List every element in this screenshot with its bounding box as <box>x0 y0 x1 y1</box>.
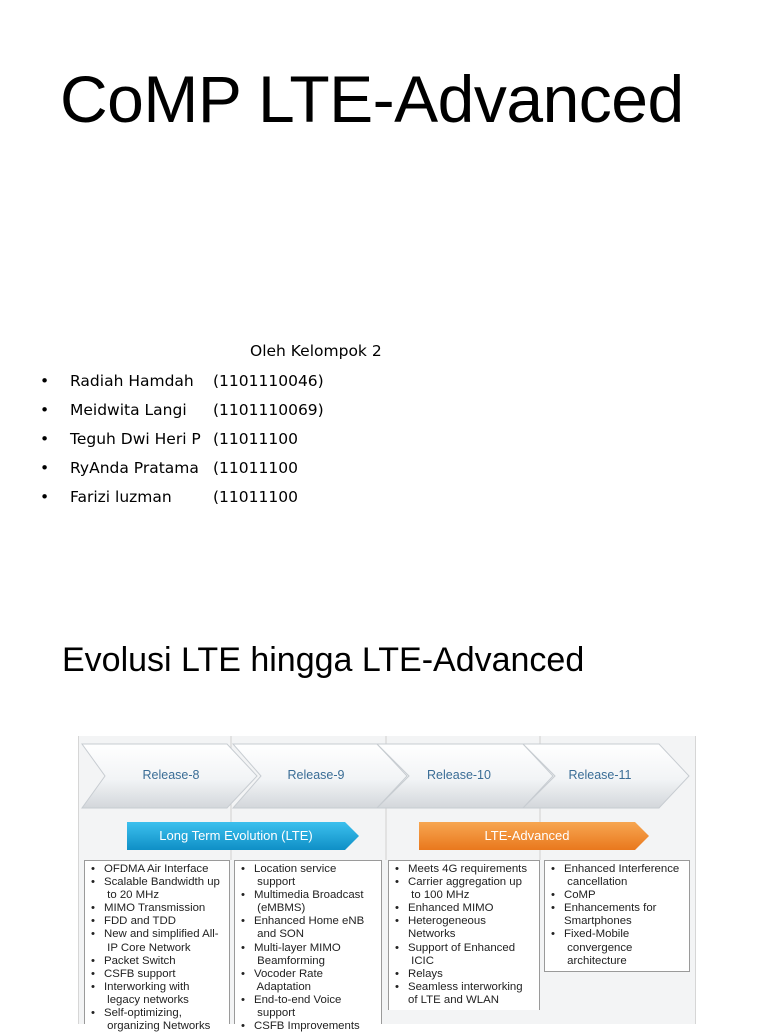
feature-item: • Heterogeneous Networks <box>393 915 535 941</box>
feature-item: • Self-optimizing, organizing Networks <box>89 1007 225 1033</box>
feature-item: • Relays <box>393 968 535 981</box>
lte-evolution-figure <box>78 736 696 1033</box>
release-label: Release-11 <box>568 768 632 782</box>
feature-item: • CoMP <box>549 889 685 902</box>
member-name: Meidwita Langi <box>70 401 187 419</box>
feature-item: • Location service support <box>239 863 377 889</box>
feature-item: • Carrier aggregation up to 100 MHz <box>393 876 535 902</box>
slide-title: CoMP LTE-Advanced <box>60 62 684 136</box>
release-label: Release-10 <box>427 768 491 782</box>
feature-item: • Meets 4G requirements <box>393 863 535 876</box>
lte-band-label: Long Term Evolution (LTE) <box>159 828 313 843</box>
member-name: Farizi luzman <box>70 488 172 506</box>
feature-item: • Enhanced Home eNB and SON <box>239 915 377 941</box>
member-id: (1101110046) <box>213 372 324 390</box>
feature-item: • CSFB Improvements <box>239 1020 377 1033</box>
member-id: (1101110069) <box>213 401 324 419</box>
bullet-icon: • <box>40 430 50 448</box>
feature-item: • End-to-end Voice support <box>239 994 377 1020</box>
feature-item: • Scalable Bandwidth up to 20 MHz <box>89 876 225 902</box>
feature-item: • Interworking with legacy networks <box>89 981 225 1007</box>
feature-item: • Multimedia Broadcast (eMBMS) <box>239 889 377 915</box>
feature-item: • Fixed-Mobile convergence architecture <box>549 928 685 967</box>
release-9-features <box>234 860 382 1033</box>
feature-item: • Enhanced Interference cancellation <box>549 863 685 889</box>
bullet-icon: • <box>40 488 50 506</box>
feature-item: • Packet Switch <box>89 955 225 968</box>
release-label: Release-8 <box>142 768 200 782</box>
release-11-features <box>544 860 690 972</box>
feature-item: • Support of Enhanced ICIC <box>393 942 535 968</box>
feature-item: • Enhanced MIMO <box>393 902 535 915</box>
lte-advanced-band-label: LTE-Advanced <box>484 828 570 843</box>
section-heading: Evolusi LTE hingga LTE-Advanced <box>62 641 585 679</box>
release-8-features <box>84 860 230 1033</box>
bullet-icon: • <box>40 459 50 477</box>
member-name: Radiah Hamdah <box>70 372 194 390</box>
feature-item: • Multi-layer MIMO Beamforming <box>239 942 377 968</box>
feature-item: • FDD and TDD <box>89 915 225 928</box>
member-name: RyAnda Pratama <box>70 459 199 477</box>
feature-item: • New and simplified All- IP Core Network <box>89 928 225 954</box>
member-name: Teguh Dwi Heri P <box>70 430 201 448</box>
release-label: Release-9 <box>287 768 345 782</box>
feature-item: • Seamless interworking of LTE and WLAN <box>393 981 535 1007</box>
member-id: (11011100 <box>213 459 298 477</box>
feature-item: • Enhancements for Smartphones <box>549 902 685 928</box>
feature-item: • OFDMA Air Interface <box>89 863 225 876</box>
bullet-icon: • <box>40 401 50 419</box>
feature-item: • MIMO Transmission <box>89 902 225 915</box>
member-id: (11011100 <box>213 488 298 506</box>
member-id: (11011100 <box>213 430 298 448</box>
feature-item: • CSFB support <box>89 968 225 981</box>
release-10-features <box>388 860 540 1010</box>
bullet-icon: • <box>40 372 50 390</box>
group-heading: Oleh Kelompok 2 <box>250 342 382 360</box>
feature-item: • Vocoder Rate Adaptation <box>239 968 377 994</box>
